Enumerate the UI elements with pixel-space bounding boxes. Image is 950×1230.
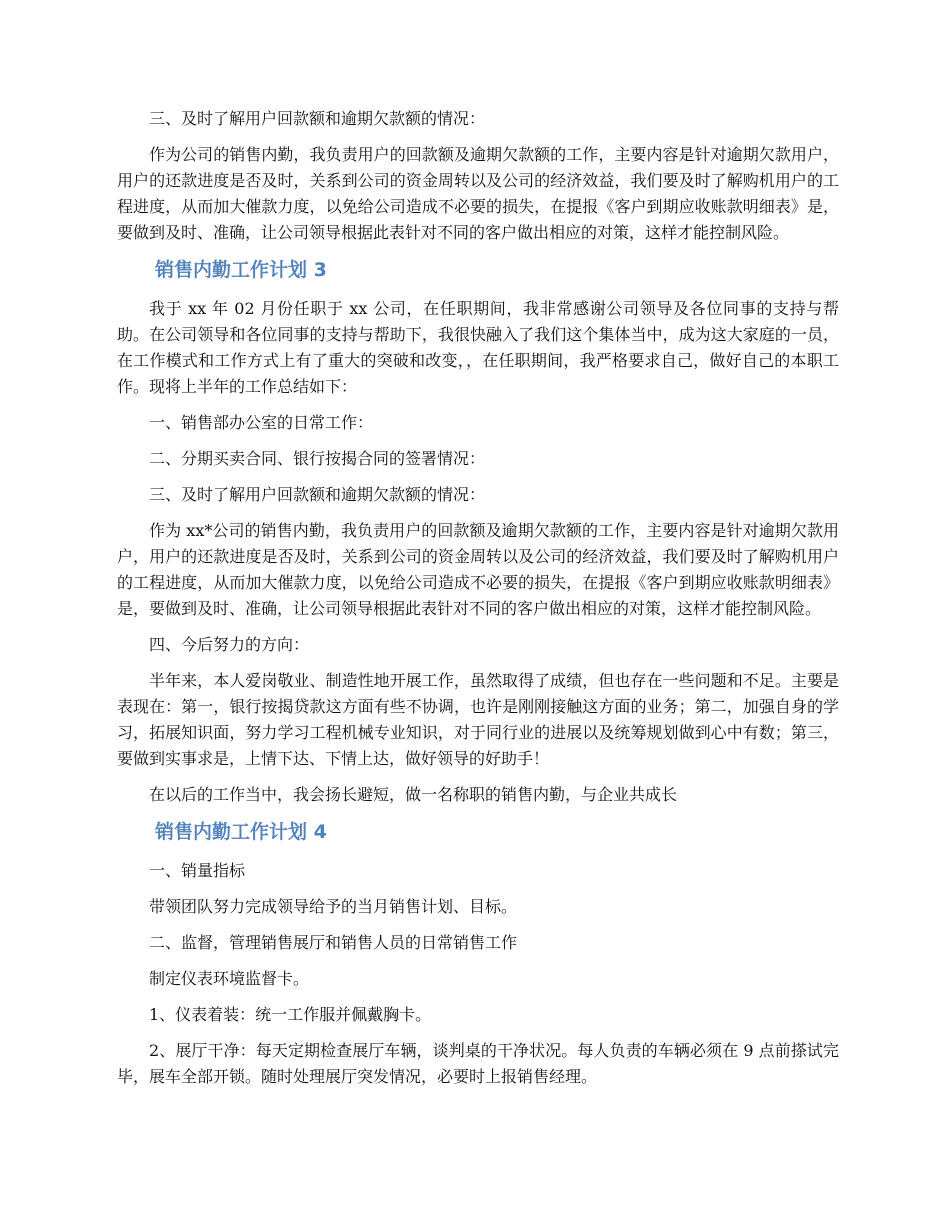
section-3-closing: 在以后的工作当中，我会扬长避短，做一名称职的销售内勤，与企业共成长 [149, 785, 678, 804]
section-2-item3-heading: 三、及时了解用户回款额和逾期欠款额的情况： [149, 109, 486, 128]
section-4-title: 销售内勤工作计划 4 [155, 821, 327, 843]
section-3-item4-body: 半年来，本人爱岗敬业、制造性地开展工作，虽然取得了成绩，但也存在一些问题和不足。主要是表现在：第一，银行按揭贷款这方面有些不协调，也许是刚刚接触这方面的业务；第二，加强自身的学习，拓展知识面，努力学习工程机械专业知识，对于同行业的进展以及统筹规划做到心中有数；第三，要做到实事求是，上情下达、下情上达，做好领导的好助手！ [117, 671, 839, 768]
section-4-point2: 2、展厅干净：每天定期检查展厅车辆，谈判桌的干净状况。每人负责的车辆必须在 9 点前搽试完毕，展车全部开锁。随时处理展厅突发情况，必要时上报销售经理。 [117, 1041, 839, 1086]
section-3-item4: 四、今后努力的方向： [149, 635, 310, 654]
section-3-item3: 三、及时了解用户回款额和逾期欠款额的情况： [149, 485, 486, 504]
section-4-point1: 1、仪表着装：统一工作服并佩戴胸卡。 [149, 1005, 432, 1024]
section-4-item1: 一、销量指标 [149, 861, 246, 880]
section-2-item3-body: 作为公司的销售内勤，我负责用户的回款额及逾期欠款额的工作，主要内容是针对逾期欠款用户，用户的还款进度是否及时，关系到公司的资金周转以及公司的经济效益，我们要及时了解购机用户的工程进度，从而加大催款力度，以免给公司造成不必要的损失，在提报《客户到期应收账款明细表》是，要做到及时、准确，让公司领导根据此表针对不同的客户做出相应的对策，这样才能控制风险。 [117, 145, 839, 242]
section-3-intro: 我于 xx 年 02 月份任职于 xx 公司，在任职期间，我非常感谢公司领导及各位同事的支持与帮助。在公司领导和各位同事的支持与帮助下，我很快融入了我们这个集体当中，成为这大家庭的一员，在工作模式和工作方式上有了重大的突破和改变，，在任职期间，我严格要求自己，做好自己的本职工作。现将上半年的工作总结如下： [117, 299, 839, 396]
document-page [117, 106, 839, 1100]
section-4-item2: 二、监督，管理销售展厅和销售人员的日常销售工作 [149, 933, 518, 952]
section-3-item3-body: 作为 xx*公司的销售内勤，我负责用户的回款额及逾期欠款额的工作，主要内容是针对逾期欠款用户，用户的还款进度是否及时，关系到公司的资金周转以及公司的经济效益，我们要及时了解购机用户的工程进度，从而加大催款力度，以免给公司造成不必要的损失，在提报《客户到期应收账款明细表》是，要做到及时、准确，让公司领导根据此表针对不同的客户做出相应的对策，这样才能控制风险。 [117, 521, 839, 618]
section-4-item1-body: 带领团队努力完成领导给予的当月销售计划、目标。 [149, 897, 518, 916]
section-4-item2-body: 制定仪表环境监督卡。 [149, 969, 310, 988]
section-3-title: 销售内勤工作计划 3 [155, 259, 327, 281]
section-3-item2: 二、分期买卖合同、银行按揭合同的签署情况： [149, 449, 486, 468]
section-3-item1: 一、销售部办公室的日常工作： [149, 413, 374, 432]
